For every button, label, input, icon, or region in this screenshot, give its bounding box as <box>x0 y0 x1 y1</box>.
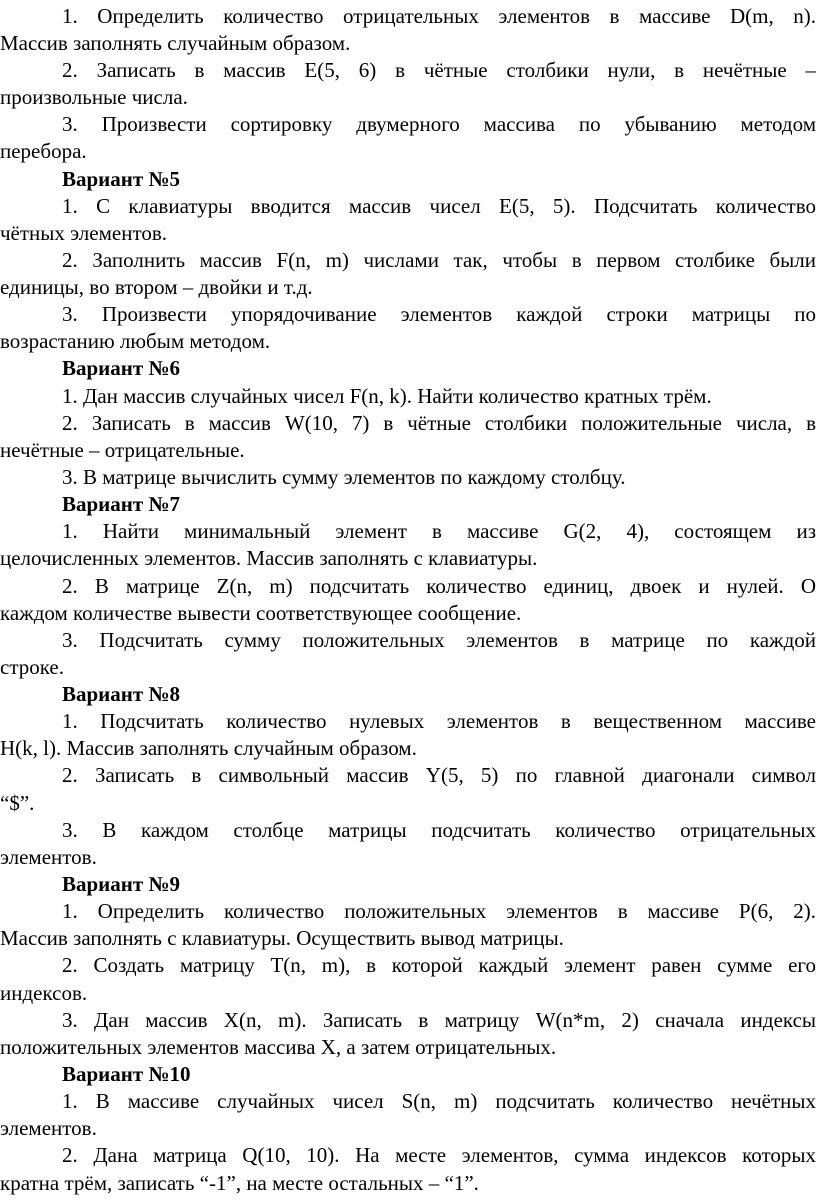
text-line: 3. Произвести сортировку двумерного массива по убыванию методом <box>62 112 816 136</box>
text-line: индексов. <box>0 981 88 1005</box>
text-line: 1. Дан массив случайных чисел F(n, k). Найти количество кратных трём. <box>62 384 712 408</box>
text-line: 2. Записать в символьный массив Y(5, 5) по главной диагонали символ <box>62 763 816 787</box>
text-line: Массив заполнять случайным образом. <box>0 31 351 55</box>
text-line: 1. Найти минимальный элемент в массиве G(2, 4), состоящем из <box>62 519 816 543</box>
text-line: 3. В матрице вычислить сумму элементов по каждому столбцу. <box>62 465 626 489</box>
text-line: каждом количестве вывести соответствующее сообщение. <box>0 601 522 625</box>
text-line: элементов. <box>0 845 97 869</box>
variant-heading: Вариант №10 <box>62 1062 191 1086</box>
variant-heading: Вариант №5 <box>62 167 181 191</box>
variant-heading: Вариант №8 <box>62 682 181 706</box>
text-line: единицы, во втором – двойки и т.д. <box>0 275 313 299</box>
variant-heading: Вариант №7 <box>62 492 181 516</box>
text-line: произвольные числа. <box>0 85 188 109</box>
text-line: целочисленных элементов. Массив заполнять с клавиатуры. <box>0 546 538 570</box>
text-line: 2. Записать в массив W(10, 7) в чётные столбики положительные числа, в <box>62 411 816 435</box>
text-line: H(k, l). Массив заполнять случайным образом. <box>0 736 417 760</box>
text-line: элементов. <box>0 1116 97 1140</box>
text-line: Массив заполнять с клавиатуры. Осуществить вывод матрицы. <box>0 926 564 950</box>
text-line: 3. Подсчитать сумму положительных элементов в матрице по каждой <box>62 628 816 652</box>
text-line: 2. Создать матрицу T(n, m), в которой каждый элемент равен сумме его <box>62 953 816 977</box>
text-line: 1. Определить количество положительных элементов в массиве P(6, 2). <box>62 899 816 923</box>
text-line: перебора. <box>0 139 87 163</box>
text-line: 2. В матрице Z(n, m) подсчитать количество единиц, двоек и нулей. О <box>62 574 816 598</box>
text-line: 2. Заполнить массив F(n, m) числами так, чтобы в первом столбике были <box>62 248 816 272</box>
variant-heading: Вариант №6 <box>62 356 181 380</box>
variant-heading: Вариант №9 <box>62 872 181 896</box>
text-line: 3. Дан массив X(n, m). Записать в матрицу W(n*m, 2) сначала индексы <box>62 1008 816 1032</box>
text-line: чётных элементов. <box>0 221 168 245</box>
text-line: 2. Дана матрица Q(10, 10). На месте элементов, сумма индексов которых <box>62 1143 816 1167</box>
text-line: “$”. <box>0 791 35 815</box>
text-line: 3. В каждом столбце матрицы подсчитать количество отрицательных <box>62 818 816 842</box>
text-line: 1. В массиве случайных чисел S(n, m) подсчитать количество нечётных <box>62 1089 816 1113</box>
text-line: 3. Произвести упорядочивание элементов каждой строки матрицы по <box>62 302 816 326</box>
text-line: 1. С клавиатуры вводится массив чисел E(5, 5). Подсчитать количество <box>62 194 816 218</box>
text-line: строке. <box>0 655 65 679</box>
text-line: положительных элементов массива X, а затем отрицательных. <box>0 1035 557 1059</box>
text-line: возрастанию любым методом. <box>0 329 271 353</box>
text-line: 2. Записать в массив E(5, 6) в чётные столбики нули, в нечётные – <box>62 58 816 82</box>
text-line: 1. Подсчитать количество нулевых элементов в вещественном массиве <box>62 709 816 733</box>
text-line: кратна трём, записать “-1”, на месте остальных – “1”. <box>0 1171 479 1195</box>
text-line: 1. Определить количество отрицательных элементов в массиве D(m, n). <box>62 4 816 28</box>
text-line: нечётные – отрицательные. <box>0 438 245 462</box>
